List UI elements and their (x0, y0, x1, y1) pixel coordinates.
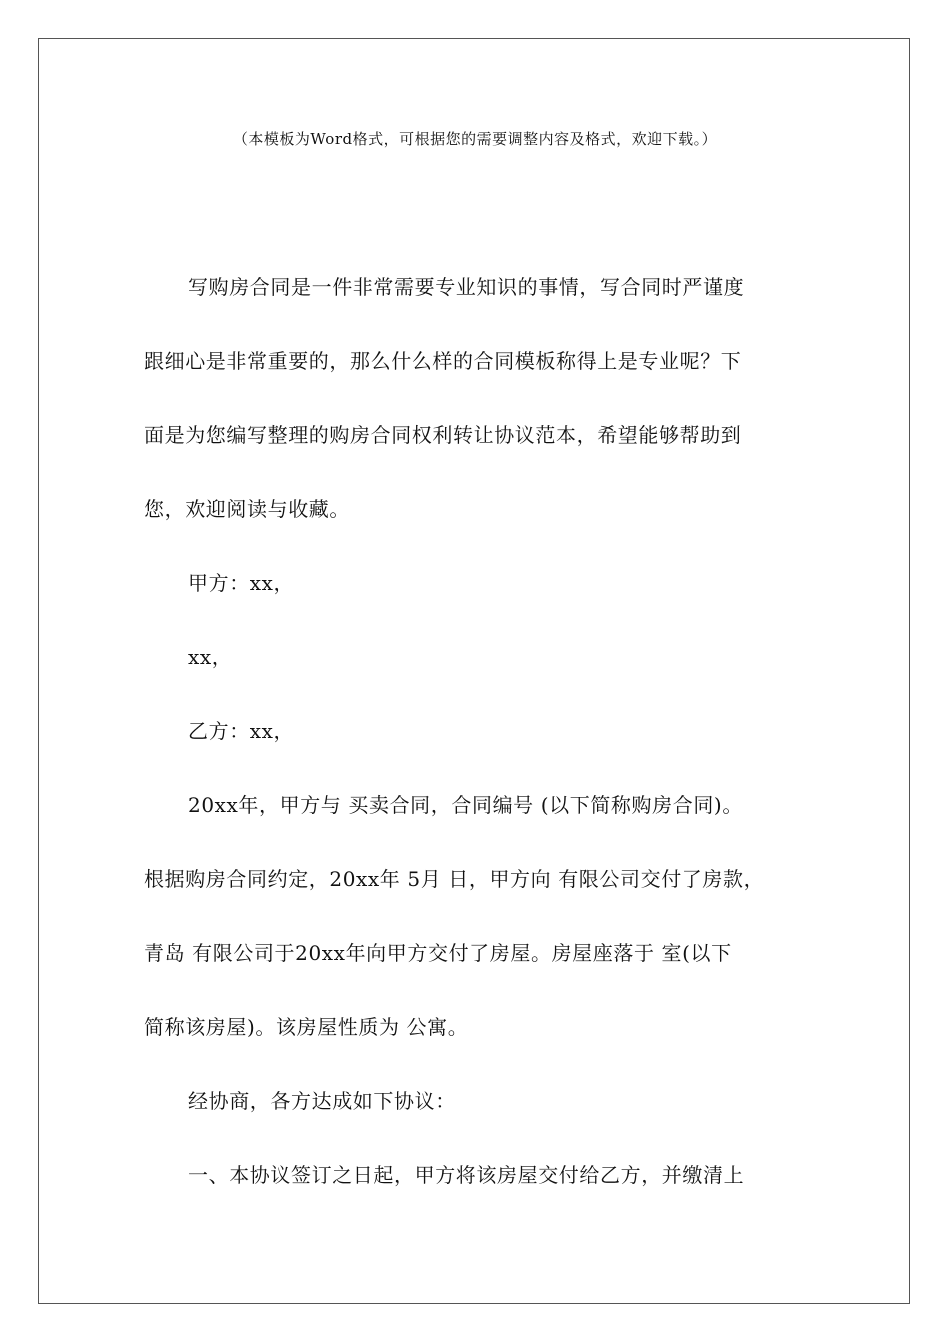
document-body (144, 268, 810, 1230)
paragraph-line: 根据购房合同约定，20xx年 5月 日，甲方向 有限公司交付了房款， (144, 867, 765, 891)
party-a-line: 甲方：xx， (188, 571, 295, 595)
party-b-line: 乙方：xx， (188, 719, 295, 743)
paragraph-line: 简称该房屋)。该房屋性质为 公寓。 (144, 1015, 469, 1039)
paragraph-line: 跟细心是非常重要的，那么什么样的合同模板称得上是专业呢？下 (144, 349, 742, 373)
party-a-extra-line: xx， (188, 645, 233, 669)
template-note: （本模板为Word格式，可根据您的需要调整内容及格式，欢迎下载。） (232, 130, 718, 148)
paragraph-line: 面是为您编写整理的购房合同权利转让协议范本，希望能够帮助到 (144, 423, 742, 447)
clause-one-line: 一、本协议签订之日起，甲方将该房屋交付给乙方，并缴清上 (188, 1163, 745, 1187)
paragraph-line: 写购房合同是一件非常需要专业知识的事情，写合同时严谨度 (188, 275, 745, 299)
paragraph-line: 20xx年，甲方与 买卖合同，合同编号 (以下简称购房合同)。 (188, 793, 743, 817)
paragraph-line: 经协商，各方达成如下协议： (188, 1089, 456, 1113)
paragraph-line: 您，欢迎阅读与收藏。 (144, 497, 350, 521)
paragraph-line: 青岛 有限公司于20xx年向甲方交付了房屋。房屋座落于 室(以下 (144, 941, 732, 965)
